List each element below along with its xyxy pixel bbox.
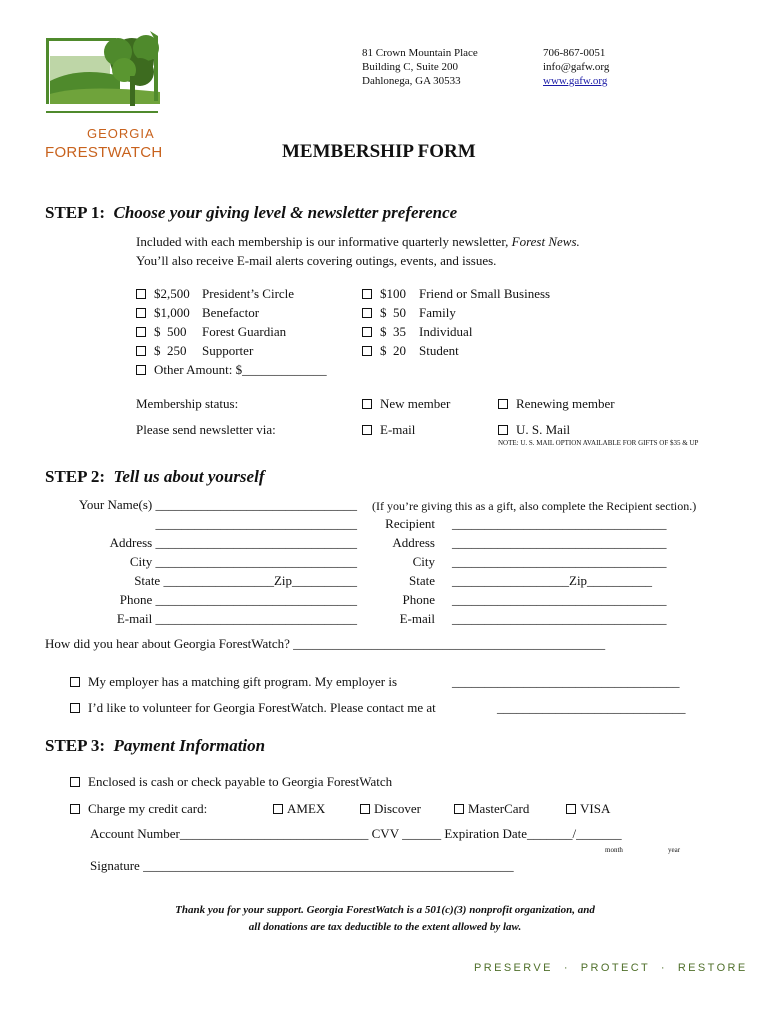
- phone-field[interactable]: Phone _______________________________: [119, 592, 357, 607]
- thanks-line1: Thank you for your support. Georgia ForestWatch is a 501(c)(3) nonprofit organization, and: [175, 904, 595, 916]
- card-mastercard[interactable]: MasterCard: [454, 801, 529, 817]
- level-50[interactable]: $ 50 Family: [362, 305, 550, 324]
- levels-right: [362, 286, 550, 362]
- level-20[interactable]: $ 20 Student: [362, 343, 550, 362]
- checkbox[interactable]: [136, 365, 146, 375]
- recipient-address-input[interactable]: _________________________________: [452, 535, 667, 550]
- thanks-text: [0, 903, 770, 934]
- mail-note: NOTE: U. S. MAIL OPTION AVAILABLE FOR GIFTS OF $35 & UP: [498, 439, 699, 447]
- address-line-1: 81 Crown Mountain Place: [362, 47, 478, 59]
- level-100[interactable]: $100 Friend or Small Business: [362, 286, 550, 305]
- city-field[interactable]: City _______________________________: [129, 554, 357, 569]
- phone-number: 706-867-0051: [543, 47, 606, 59]
- level-250[interactable]: $ 250 Supporter: [136, 343, 327, 362]
- page-title: MEMBERSHIP FORM: [282, 141, 476, 162]
- checkbox[interactable]: [70, 777, 80, 787]
- thanks-line2: all donations are tax deductible to the extent allowed by law.: [248, 921, 522, 933]
- tree-logo-icon: [40, 26, 170, 136]
- state-zip-field[interactable]: State _________________Zip__________: [134, 573, 357, 588]
- checkbox[interactable]: [70, 804, 80, 814]
- card-discover[interactable]: Discover: [360, 801, 421, 817]
- levels-left: [136, 286, 327, 381]
- renewing-member-option[interactable]: Renewing member: [498, 396, 615, 412]
- step3-title: Payment Information: [113, 736, 266, 755]
- step1-label: STEP 1:: [45, 203, 105, 222]
- intro-line1: Included with each membership is our informative quarterly newsletter,: [136, 234, 512, 249]
- gift-note: (If you’re giving this as a gift, also complete the Recipient section.): [372, 499, 697, 513]
- recipient-city-input[interactable]: _________________________________: [452, 554, 667, 569]
- checkbox[interactable]: [360, 804, 370, 814]
- step2-title: Tell us about yourself: [113, 467, 265, 486]
- level-other[interactable]: Other Amount: $_____________: [136, 362, 327, 381]
- address-block: [362, 46, 478, 88]
- checkbox[interactable]: [362, 346, 372, 356]
- recipient-labels: [340, 516, 435, 630]
- level-35[interactable]: $ 35 Individual: [362, 324, 550, 343]
- recipient-name-input[interactable]: _________________________________: [452, 516, 667, 531]
- step1-title: Choose your giving level & newsletter preference: [113, 203, 458, 222]
- checkbox[interactable]: [498, 425, 508, 435]
- name-field-2[interactable]: _______________________________: [155, 516, 357, 531]
- your-info-fields: [40, 497, 357, 630]
- hear-about-field[interactable]: How did you hear about Georgia ForestWatch? ________________________________________________: [45, 636, 606, 651]
- level-1000[interactable]: $1,000 Benefactor: [136, 305, 327, 324]
- checkbox[interactable]: [136, 327, 146, 337]
- logo-line2: FORESTWATCH: [45, 144, 163, 161]
- address-field[interactable]: Address _______________________________: [109, 535, 357, 550]
- level-2500[interactable]: $2,500 President’s Circle: [136, 286, 327, 305]
- address-line-3: Dahlonega, GA 30533: [362, 75, 461, 87]
- checkbox[interactable]: [566, 804, 576, 814]
- website-link[interactable]: www.gafw.org: [543, 75, 608, 87]
- new-member-option[interactable]: New member: [362, 396, 450, 412]
- checkbox[interactable]: [136, 346, 146, 356]
- checkbox[interactable]: [362, 327, 372, 337]
- recipient-email-label: E-mail: [399, 611, 435, 626]
- checkbox[interactable]: [362, 425, 372, 435]
- email-address: info@gafw.org: [543, 61, 610, 73]
- checkbox[interactable]: [454, 804, 464, 814]
- recipient-state-zip-input[interactable]: __________________Zip__________: [452, 573, 653, 588]
- contact-block: [543, 46, 609, 88]
- recipient-email-input[interactable]: _________________________________: [452, 611, 667, 626]
- recipient-lines: [452, 516, 667, 630]
- checkbox[interactable]: [273, 804, 283, 814]
- intro-line2: You’ll also receive E-mail alerts covering outings, events, and issues.: [136, 253, 497, 268]
- newsletter-label: Please send newsletter via:: [136, 422, 276, 437]
- employer-input[interactable]: ___________________________________: [452, 674, 680, 689]
- year-label: year: [668, 846, 681, 854]
- recipient-phone-input[interactable]: _________________________________: [452, 592, 667, 607]
- enclosed-option[interactable]: Enclosed is cash or check payable to Georgia ForestWatch: [70, 774, 392, 790]
- step1-heading: [45, 203, 457, 223]
- volunteer-input[interactable]: _____________________________: [497, 700, 686, 715]
- name-field[interactable]: Your Name(s) _______________________________: [78, 497, 357, 512]
- step3-heading: [45, 736, 265, 756]
- logo-line1: GEORGIA: [87, 126, 155, 141]
- step2-heading: [45, 467, 264, 487]
- recipient-city-label: City: [412, 554, 435, 569]
- email-field[interactable]: E-mail _______________________________: [116, 611, 357, 626]
- month-label: month: [605, 846, 623, 854]
- card-visa[interactable]: VISA: [566, 801, 610, 817]
- checkbox[interactable]: [70, 703, 80, 713]
- signature-line[interactable]: Signature _________________________________________________________: [90, 858, 514, 873]
- logo: [40, 26, 170, 166]
- recipient-state-label: State: [409, 573, 435, 588]
- step2-label: STEP 2:: [45, 467, 105, 486]
- checkbox[interactable]: [362, 289, 372, 299]
- checkbox[interactable]: [136, 289, 146, 299]
- recipient-label: Recipient: [385, 516, 435, 531]
- employer-option[interactable]: My employer has a matching gift program. My employer is: [70, 674, 397, 690]
- recipient-phone-label: Phone: [402, 592, 435, 607]
- checkbox[interactable]: [362, 399, 372, 409]
- newsletter-name: Forest News.: [511, 234, 580, 249]
- charge-option[interactable]: Charge my credit card:: [70, 801, 207, 817]
- address-line-2: Building C, Suite 200: [362, 61, 458, 73]
- card-amex[interactable]: AMEX: [273, 801, 325, 817]
- newsletter-email-option[interactable]: E-mail: [362, 422, 415, 438]
- checkbox[interactable]: [136, 308, 146, 318]
- volunteer-option[interactable]: I’d like to volunteer for Georgia ForestWatch. Please contact me at: [70, 700, 436, 716]
- checkbox[interactable]: [70, 677, 80, 687]
- checkbox[interactable]: [498, 399, 508, 409]
- step3-label: STEP 3:: [45, 736, 105, 755]
- account-number-line[interactable]: Account Number_____________________________ CVV ______ Expiration Date_______/_______: [90, 826, 622, 841]
- membership-status-label: Membership status:: [136, 396, 239, 411]
- tagline: PRESERVE · PROTECT · RESTORE: [474, 962, 748, 974]
- step1-intro: [136, 234, 580, 269]
- level-500[interactable]: $ 500 Forest Guardian: [136, 324, 327, 343]
- newsletter-mail-option[interactable]: U. S. Mail: [498, 422, 570, 438]
- recipient-address-label: Address: [392, 535, 435, 550]
- checkbox[interactable]: [362, 308, 372, 318]
